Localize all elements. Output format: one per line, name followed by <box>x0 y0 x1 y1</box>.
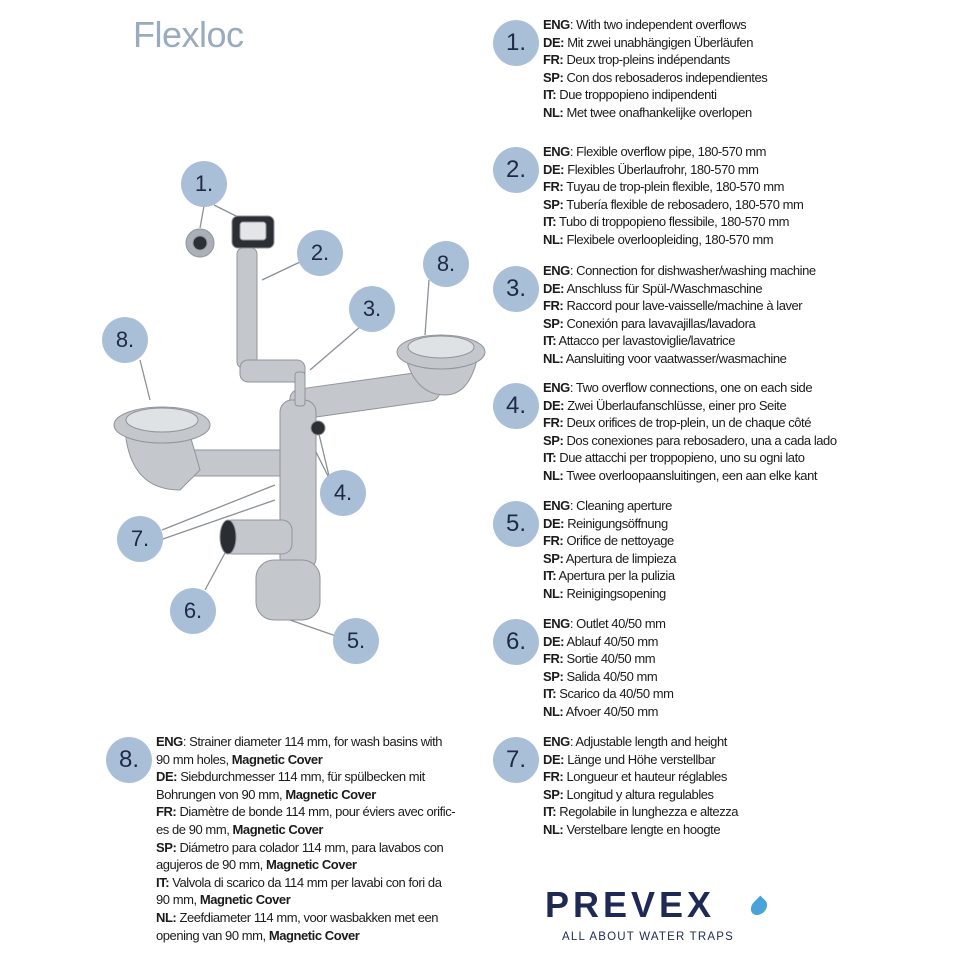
language-code: DE: <box>543 34 565 50</box>
translation-line <box>156 786 455 804</box>
language-code: DE: <box>543 161 565 177</box>
translation-line <box>543 515 676 533</box>
translation-text: Siebdurchmesser 114 mm, für spülbecken mit <box>177 769 425 785</box>
feature-translations <box>543 615 674 721</box>
translation-text: Diamètre de bonde 114 mm, pour éviers avec orific- <box>176 804 456 820</box>
translation-text: Zwei Überlaufanschlüsse, einer pro Seite <box>564 397 787 413</box>
translation-line <box>543 633 674 651</box>
language-code: NL: <box>543 104 564 120</box>
translation-text: Orifice de nettoyage <box>563 533 674 549</box>
translation-text: Longueur et hauteur réglables <box>563 769 727 785</box>
translation-line <box>543 397 837 415</box>
translation-line <box>156 733 455 751</box>
language-code: FR: <box>543 533 564 549</box>
feature-translations <box>543 497 676 603</box>
translation-line <box>543 414 837 432</box>
language-code: SP: <box>156 839 177 855</box>
language-code: NL: <box>543 585 564 601</box>
translation-line <box>156 839 455 857</box>
translation-text: Raccord pour lave-vaisselle/machine à laver <box>563 298 803 314</box>
diagram-callout: 7. <box>117 516 163 562</box>
translation-text: Scarico da 40/50 mm <box>556 686 674 702</box>
translation-line <box>543 16 767 34</box>
translation-line <box>543 196 803 214</box>
translation-line <box>543 34 767 52</box>
language-code: NL: <box>543 467 564 483</box>
translation-line <box>543 315 816 333</box>
diagram-callout: 8. <box>102 317 148 363</box>
language-code: IT: <box>156 874 170 890</box>
translation-text: Ablauf 40/50 mm <box>564 633 659 649</box>
language-code: ENG <box>543 263 570 278</box>
language-code: SP: <box>543 786 564 802</box>
highlight-text: Magnetic Cover <box>268 927 360 943</box>
language-code: DE: <box>543 751 565 767</box>
language-code: IT: <box>543 333 557 349</box>
translation-text: Longitud y altura regulables <box>563 786 714 802</box>
translation-line <box>543 585 676 603</box>
translation-text: Apertura de limpieza <box>563 550 677 566</box>
translation-text: 90 mm, <box>156 892 200 908</box>
language-code: NL: <box>156 909 177 925</box>
translation-text: Flexibles Überlaufrohr, 180-570 mm <box>564 161 759 177</box>
translation-line <box>543 379 837 397</box>
translation-line <box>543 751 738 769</box>
translation-text: Con dos rebosaderos independientes <box>563 69 768 85</box>
language-code: SP: <box>543 432 564 448</box>
translation-line <box>543 86 767 104</box>
feature-number-badge: 2. <box>493 147 539 193</box>
language-code: NL: <box>543 703 564 719</box>
translation-line <box>156 856 455 874</box>
language-code: NL: <box>543 231 564 247</box>
translation-line <box>156 821 455 839</box>
language-code: DE: <box>543 515 565 531</box>
translation-text: Diámetro para colador 114 mm, para lavabos con <box>176 839 444 855</box>
translation-text: Valvola di scarico da 114 mm per lavabi con fori da <box>169 874 442 890</box>
translation-text: Sortie 40/50 mm <box>563 651 656 667</box>
language-code: ENG <box>543 498 570 513</box>
highlight-text: Magnetic Cover <box>265 857 357 873</box>
language-code: IT: <box>543 214 557 230</box>
diagram-callout: 1. <box>181 161 227 207</box>
translation-text: Regolabile in lunghezza e altezza <box>556 804 739 820</box>
translation-text: Due troppopieno indipendenti <box>556 87 717 103</box>
diagram-callout: 3. <box>349 286 395 332</box>
language-code: FR: <box>156 804 177 820</box>
brand-tagline: ALL ABOUT WATER TRAPS <box>562 931 734 943</box>
translation-line <box>543 297 816 315</box>
translation-line <box>543 467 837 485</box>
language-code: ENG <box>543 616 570 631</box>
language-code: IT: <box>543 686 557 702</box>
language-code: NL: <box>543 821 564 837</box>
translation-line <box>543 51 767 69</box>
translation-line <box>543 69 767 87</box>
translation-text: Tuyau de trop-plein flexible, 180-570 mm <box>563 179 785 195</box>
translation-line <box>156 874 455 892</box>
language-code: ENG <box>543 144 570 159</box>
translation-line <box>543 786 738 804</box>
highlight-text: Magnetic Cover <box>199 892 291 908</box>
language-code: SP: <box>543 69 564 85</box>
highlight-text: Magnetic Cover <box>232 821 324 837</box>
translation-text: : Strainer diameter 114 mm, for wash basins with <box>182 734 443 749</box>
translation-line <box>543 231 803 249</box>
language-code: SP: <box>543 315 564 331</box>
feature-number-badge: 8. <box>106 737 152 783</box>
diagram-callout: 8. <box>423 241 469 287</box>
translation-text: Deux orifices de trop-plein, un de chaque côté <box>563 415 811 431</box>
language-code: FR: <box>543 651 564 667</box>
translation-text: Bohrungen von 90 mm, <box>156 786 286 802</box>
translation-text: : Two overflow connections, one on each side <box>569 380 813 395</box>
feature-translations <box>543 262 816 368</box>
translation-text: Dos conexiones para rebosadero, una a cada lado <box>563 432 837 448</box>
translation-line <box>543 497 676 515</box>
translation-line <box>543 650 674 668</box>
translation-text: Met twee onafhankelijke overlopen <box>563 104 752 120</box>
language-code: ENG <box>543 17 570 32</box>
translation-text: Tubería flexible de rebosadero, 180-570 mm <box>563 196 804 212</box>
language-code: IT: <box>543 87 557 103</box>
language-code: ENG <box>543 734 570 749</box>
highlight-text: Magnetic Cover <box>231 751 323 767</box>
feature-translations <box>543 379 837 485</box>
translation-line <box>543 668 674 686</box>
translation-line <box>156 803 455 821</box>
translation-line <box>543 280 816 298</box>
translation-text: Flexibele overloopleiding, 180-570 mm <box>563 231 774 247</box>
translation-line <box>543 332 816 350</box>
language-code: SP: <box>543 668 564 684</box>
feature-translations <box>156 733 455 944</box>
translation-text: es de 90 mm, <box>156 821 233 837</box>
translation-text: : Connection for dishwasher/washing machine <box>569 263 816 278</box>
translation-line <box>543 143 803 161</box>
language-code: ENG <box>543 380 570 395</box>
feature-translations <box>543 16 767 122</box>
diagram-callout: 5. <box>333 618 379 664</box>
translation-line <box>543 821 738 839</box>
translation-line <box>543 449 837 467</box>
translation-text: Deux trop-pleins indépendants <box>563 52 730 68</box>
translation-text: Twee overloopaansluitingen, een aan elke kant <box>563 467 818 483</box>
translation-line <box>156 768 455 786</box>
translation-line <box>543 262 816 280</box>
highlight-text: Magnetic Cover <box>285 786 376 802</box>
language-code: DE: <box>156 769 178 785</box>
translation-text: Salida 40/50 mm <box>563 668 658 684</box>
translation-line <box>543 733 738 751</box>
translation-line <box>156 927 455 945</box>
translation-text: opening van 90 mm, <box>156 927 269 943</box>
translation-text: Anschluss für Spül-/Waschmaschine <box>564 280 763 296</box>
translation-text: : Outlet 40/50 mm <box>569 616 666 631</box>
translation-line <box>543 161 803 179</box>
translation-line <box>543 104 767 122</box>
translation-text: Zeefdiameter 114 mm, voor wasbakken met een <box>176 909 439 925</box>
feature-number-badge: 5. <box>493 501 539 547</box>
translation-line <box>543 178 803 196</box>
diagram-callout: 2. <box>297 230 343 276</box>
feature-number-badge: 4. <box>493 383 539 429</box>
diagram-callout: 6. <box>170 588 216 634</box>
language-code: SP: <box>543 550 564 566</box>
translation-line <box>543 703 674 721</box>
feature-number-badge: 1. <box>493 20 539 66</box>
feature-number-badge: 7. <box>493 737 539 783</box>
translation-text: Verstelbare lengte en hoogte <box>563 821 721 837</box>
feature-number-badge: 3. <box>493 266 539 312</box>
language-code: SP: <box>543 196 564 212</box>
translation-text: Mit zwei unabhängigen Überläufen <box>564 34 753 50</box>
translation-line <box>543 567 676 585</box>
language-code: NL: <box>543 350 564 366</box>
language-code: FR: <box>543 769 564 785</box>
translation-text: Reinigingsopening <box>563 585 666 601</box>
translation-text: : Adjustable length and height <box>569 734 727 749</box>
feature-translations <box>543 143 803 249</box>
translation-text: : Flexible overflow pipe, 180-570 mm <box>569 144 767 159</box>
translation-text: Conexión para lavavajillas/lavadora <box>563 315 756 331</box>
translation-text: Reinigungsöffnung <box>564 515 668 531</box>
translation-text: agujeros de 90 mm, <box>156 857 266 873</box>
language-code: FR: <box>543 415 564 431</box>
translation-line <box>156 751 455 769</box>
translation-line <box>543 550 676 568</box>
feature-translations <box>543 733 738 839</box>
translation-line <box>543 432 837 450</box>
translation-text: Länge und Höhe verstellbar <box>564 751 716 767</box>
translation-line <box>156 891 455 909</box>
translation-line <box>543 803 738 821</box>
brand-logo: PREVEX <box>545 884 716 925</box>
language-code: FR: <box>543 179 564 195</box>
translation-line <box>543 768 738 786</box>
translation-text: Afvoer 40/50 mm <box>563 703 658 719</box>
language-code: FR: <box>543 52 564 68</box>
translation-line <box>156 909 455 927</box>
language-code: ENG <box>156 734 183 749</box>
translation-line <box>543 213 803 231</box>
translation-text: : Cleaning aperture <box>569 498 672 513</box>
translation-text: : With two independent overflows <box>569 17 747 32</box>
product-title: Flexloc <box>133 14 244 55</box>
translation-text: Due attacchi per troppopieno, uno su ogni lato <box>556 450 805 466</box>
translation-text: Tubo di troppopieno flessibile, 180-570 mm <box>556 214 789 230</box>
translation-text: Apertura per la pulizia <box>556 568 675 584</box>
language-code: IT: <box>543 450 557 466</box>
translation-line <box>543 685 674 703</box>
translation-text: Aansluiting voor vaatwasser/wasmachine <box>563 350 787 366</box>
translation-text: Attacco per lavastoviglie/lavatrice <box>556 333 735 349</box>
language-code: FR: <box>543 298 564 314</box>
language-code: DE: <box>543 397 565 413</box>
language-code: IT: <box>543 568 557 584</box>
language-code: IT: <box>543 804 557 820</box>
translation-text: 90 mm holes, <box>156 751 232 767</box>
language-code: DE: <box>543 280 565 296</box>
language-code: DE: <box>543 633 565 649</box>
feature-number-badge: 6. <box>493 619 539 665</box>
diagram-callout: 4. <box>320 470 366 516</box>
translation-line <box>543 350 816 368</box>
translation-line <box>543 615 674 633</box>
translation-line <box>543 532 676 550</box>
